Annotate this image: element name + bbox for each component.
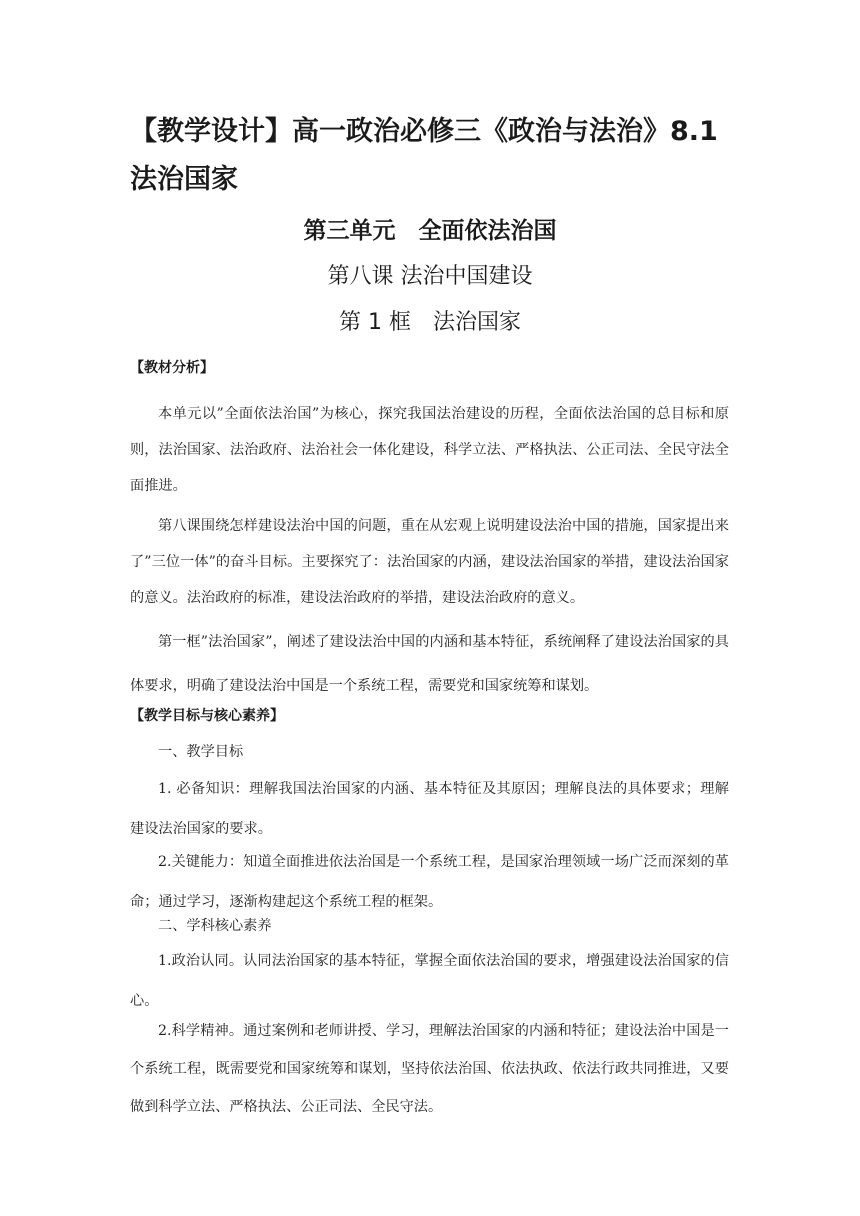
- document-title: 【教学设计】高一政治必修三《政治与法治》8.1 法治国家: [130, 116, 718, 195]
- goal-knowledge: 1. 必备知识：理解我国法治国家的内涵、基本特征及其原因；理解良法的具体要求；理解建设法治国家的要求。: [130, 781, 729, 837]
- analysis-paragraph-1: 本单元以”全面依法治国”为核心，探究我国法治建设的历程，全面依法治国的总目标和原则，法治国家、法治政府、法治社会一体化建设，科学立法、严格执法、公正司法、全民守法全面推进。: [130, 406, 729, 494]
- teaching-goals-subheading: 一、教学目标: [158, 744, 244, 760]
- analysis-heading: 【教材分析】: [130, 360, 214, 376]
- lesson-heading: 第八课 法治中国建设: [327, 264, 533, 289]
- analysis-paragraph-3: 第一框”法治国家”，阐述了建设法治中国的内涵和基本特征，系统阐释了建设法治国家的具体要求，明确了建设法治中国是一个系统工程，需要党和国家统筹和谋划。: [130, 634, 729, 694]
- goals-heading: 【教学目标与核心素养】: [130, 708, 284, 724]
- analysis-paragraph-2: 第八课围绕怎样建设法治中国的问题，重在从宏观上说明建设法治中国的措施，国家提出来了”三位一体”的奋斗目标。主要探究了：法治国家的内涵，建设法治国家的举措，建设法治国家的意义。法治政府的标准，建设法治政府的举措，建设法治政府的意义。: [130, 518, 729, 606]
- literacy-political-identity: 1.政治认同。认同法治国家的基本特征，掌握全面依法治国的要求，增强建设法治国家的信心。: [130, 953, 729, 1009]
- frame-heading: 第 1 框 法治国家: [339, 310, 521, 335]
- core-literacy-subheading: 二、学科核心素养: [158, 918, 272, 934]
- goal-ability: 2.关键能力：知道全面推进依法治国是一个系统工程，是国家治理领域一场广泛而深刻的革命；通过学习，逐渐构建起这个系统工程的框架。: [130, 854, 729, 910]
- literacy-scientific-spirit: 2.科学精神。通过案例和老师讲授、学习，理解法治国家的内涵和特征；建设法治中国是一个系统工程，既需要党和国家统筹和谋划，坚持依法治国、依法执政、依法行政共同推进，又要做到科学立法、严格执法、公正司法、全民守法。: [130, 1023, 729, 1115]
- unit-heading: 第三单元 全面依法治国: [303, 218, 557, 244]
